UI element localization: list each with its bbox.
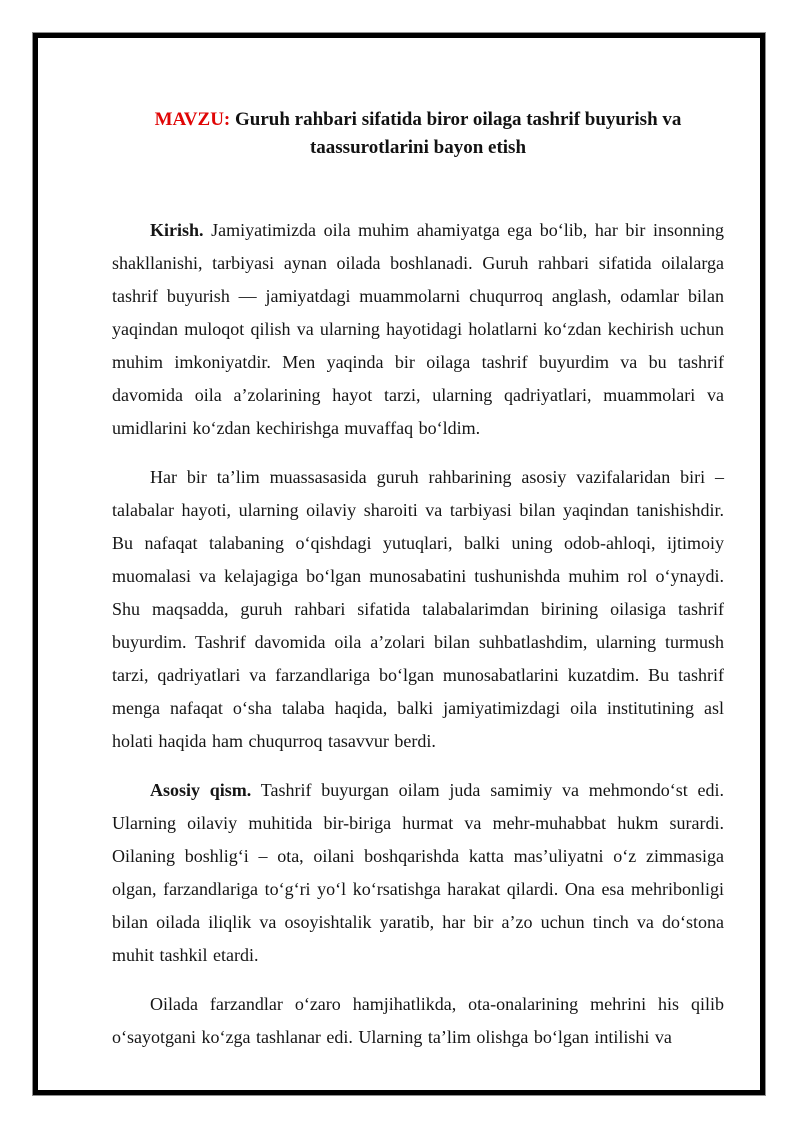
- document-content: [38, 38, 760, 1090]
- paragraph-oilada: [112, 988, 724, 1054]
- paragraph-lead: Asosiy qism.: [150, 780, 252, 800]
- document-body: [112, 214, 724, 1054]
- paragraph-text: Jamiyatimizda oila muhim ahamiyatga ega bo‘lib, har bir insonning shakllanishi, tarbiyasi aynan oilada boshlanadi. Guruh rahbari sifatida oilalarga tashrif buyurish — jamiyatdagi muammolarni chuqurroq anglash, odamlar bilan yaqindan muloqot qilish va ularning hayotidagi holatlarni ko‘zdan kechirish uchun muhim imkoniyatdir. Men yaqinda bir oilaga tashrif buyurdim va bu tashrif davomida oila a’zolarining hayot tarzi, ularning qadriyatlari, muammolari va umidlarini ko‘zdan kechirishga muvaffaq bo‘ldim.: [112, 220, 724, 438]
- paragraph-text: Har bir ta’lim muassasasida guruh rahbarining asosiy vazifalaridan biri – talabalar hayoti, ularning oilaviy sharoiti va tarbiyasi bilan yaqindan tanishishdir. Bu nafaqat talabaning o‘qishdagi yutuqlari, balki uning odob-ahloqi, ijtimoiy muomalasi va kelajagiga bo‘lgan munosabatini tushunishda muhim rol o‘ynaydi. Shu maqsadda, guruh rahbari sifatida talabalarimdan birining oilasiga tashrif buyurdim. Tashrif davomida oila a’zolari bilan suhbatlashdim, ularning turmush tarzi, qadriyatlari va farzandlariga bo‘lgan munosabatlarini kuzatdim. Bu tashrif menga nafaqat o‘sha talaba haqida, balki jamiyatimizdagi oila institutining asl holati haqida ham chuqurroq tasavvur berdi.: [112, 467, 724, 751]
- paragraph-asosiy-qism: [112, 774, 724, 972]
- paragraph-lead: Kirish.: [150, 220, 204, 240]
- paragraph-text: Tashrif buyurgan oilam juda samimiy va mehmondo‘st edi. Ularning oilaviy muhitida bir-biriga hurmat va mehr-muhabbat hukm surardi. Oilaning boshlig‘i – ota, oilani boshqarishda katta mas’uliyatni o‘z zimmasiga olgan, farzandlariga to‘g‘ri yo‘l ko‘rsatishga harakat qilardi. Ona esa mehribonligi bilan oilada iliqlik va osoyishtalik yaratib, har bir a’zo uchun tinch va do‘stona muhit tashkil etardi.: [112, 780, 724, 965]
- title-text: Guruh rahbari sifatida biror oilaga tashrif buyurish va taassurotlarini bayon etish: [230, 109, 682, 158]
- paragraph-talim: [112, 461, 724, 758]
- document-title: [112, 106, 724, 162]
- title-topic-label: MAVZU:: [154, 109, 231, 130]
- paragraph-text: Oilada farzandlar o‘zaro hamjihatlikda, ota-onalarining mehrini his qilib o‘sayotgani ko‘zga tashlanar edi. Ularning ta’lim olishga bo‘lgan intilishi va: [112, 994, 724, 1047]
- paragraph-kirish: [112, 214, 724, 445]
